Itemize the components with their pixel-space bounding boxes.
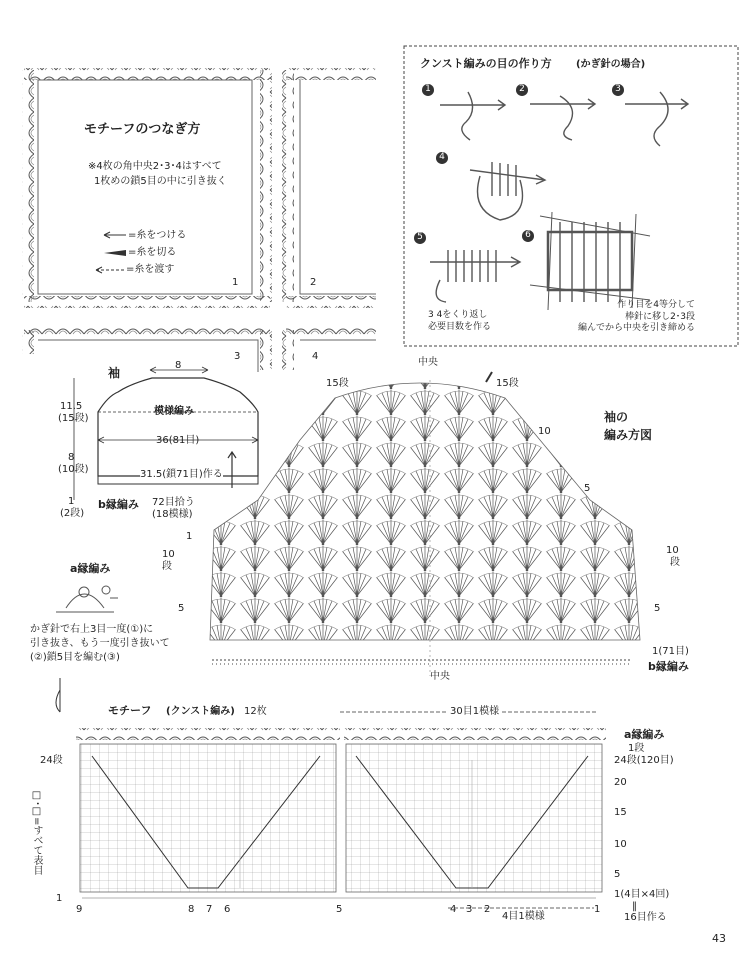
motif-eq: ‖ [632,901,637,912]
motif-row24-right: 24段(120目) [614,755,674,766]
sleeve-row5-right2: 5 [654,603,661,614]
sleeve-width-bottom: 31.5(鎖71目)作る [140,469,223,480]
sleeve-title: 袖 [108,366,121,380]
sleeve-row1: 1 [186,531,193,542]
sleeve-edge-b: b縁編み [98,498,139,511]
motif-repeat-top: 30目1模様 [450,706,500,717]
sleeve-center-bottom: 中央 [430,671,450,682]
sleeve-row10-right2: 10 [666,545,679,556]
legend-cut: =糸を切る [128,247,177,258]
sleeve-row10-right2-unit: 段 [670,557,680,568]
sleeve-chart-title-1: 袖の [604,410,629,424]
sleeve-center-top: 中央 [418,357,438,368]
motif-row1-left: 1 [56,893,63,904]
sleeve-height-mid-rows: (10段) [58,464,89,475]
kunst-title: クンスト編みの目の作り方 [420,57,552,70]
motif-bottom-6: 6 [224,904,231,915]
sleeve-row10-right: 10 [538,426,551,437]
motif-bottom-8: 8 [188,904,195,915]
motif-chart-title: モチーフ [108,704,152,717]
motif-chart-count: 12枚 [244,706,267,717]
sleeve-row15-right: 15段 [496,378,519,389]
motif-row1-bottom-right: 1(4目×4回) [614,889,670,900]
motif-join-title: モチーフのつなぎ方 [84,122,201,137]
edge-a-note-3: (②)鎖5目を編む(③) [30,652,120,663]
motif-bottom-1: 1 [594,904,601,915]
sleeve-pickup-repeat: (18模様) [152,509,193,520]
edge-a-title: a縁編み [70,562,111,575]
motif-row1-right: 1段 [628,743,645,754]
edge-a-note-1: かぎ針で右上3目一度(①)に [30,624,154,635]
motif-row-10: 10 [614,839,627,850]
motif-row24-left: 24段 [40,755,63,766]
step-6: 6 [522,230,534,242]
sleeve-height-bottom: 1 [68,496,75,507]
edge-a-mini-diagram [56,586,118,612]
step-2: 2 [516,84,528,96]
sleeve-pickup: 72目拾う [152,497,195,508]
edge-a-note-2: 引き抜き、もう一度引き抜いて [30,638,170,649]
motif-label-1: 1 [232,277,239,288]
sleeve-height-bottom-rows: (2段) [60,508,85,519]
motif-bottom-3: 3 [466,904,473,915]
sleeve-chart-title-2: 編み方図 [604,428,653,442]
step-5: 5 [414,232,426,244]
motif-join-frames [22,66,376,372]
motif-make: 16目作る [624,912,667,923]
kunst-subtitle: (かぎ針の場合) [576,59,646,70]
kunst-note-final: 作り目を4等分して 棒針に移し2･3段 編んでから中央を引き締める [578,300,696,334]
page-number: 43 [712,932,726,945]
motif-row-5: 5 [614,869,621,880]
motif-row-15: 15 [614,807,627,818]
sleeve-row1-right: 1(71目) [652,646,689,657]
step-1: 1 [422,84,434,96]
sleeve-row10-left-unit: 段 [162,561,172,572]
sleeve-row5-left: 5 [178,603,185,614]
sleeve-pattern-label: 模様編み [154,406,194,417]
motif-edge-label: a縁編み [624,728,665,741]
motif-label-4: 4 [312,351,319,362]
sleeve-height-top-rows: (15段) [58,413,89,424]
kunst-note-34: 3 4をくり返し 必要目数を作る [428,310,492,332]
sleeve-row5-right: 5 [584,483,591,494]
motif-row-20: 20 [614,777,627,788]
kunst-steps-illustration [430,92,688,310]
motif-label-2: 2 [310,277,317,288]
motif-legend: □･□=すべて表目 [31,790,42,876]
sleeve-top-width: 8 [175,360,182,371]
legend-attach: =糸をつける [128,230,187,241]
sleeve-row10-left: 10 [162,549,175,560]
motif-label-3: 3 [234,351,241,362]
sleeve-pattern-chart [210,372,640,676]
continue-arrow-icon [56,678,60,712]
sleeve-height-mid: 8 [68,452,75,463]
motif-bottom-9: 9 [76,904,83,915]
motif-join-note-1: ※4枚の角中央2･3･4はすべて [88,161,222,172]
step-4: 4 [436,152,448,164]
sleeve-edge-b-right: b縁編み [648,660,689,673]
sleeve-height-top: 11.5 [60,401,83,412]
motif-bottom-5: 5 [336,904,343,915]
legend-pass: =糸を渡す [126,264,175,275]
motif-bottom-4: 4 [450,904,457,915]
motif-chart-subtitle: (クンスト編み) [166,706,235,717]
step-3: 3 [612,84,624,96]
motif-knit-chart [76,712,606,908]
motif-bottom-7: 7 [206,904,213,915]
sleeve-row15-left: 15段 [326,378,349,389]
motif-repeat-bottom: 4目1模様 [502,911,545,922]
sleeve-width-mid: 36(81目) [156,435,200,446]
motif-bottom-2: 2 [484,904,491,915]
motif-join-note-2: 1枚めの鎖5目の中に引き抜く [94,176,227,187]
